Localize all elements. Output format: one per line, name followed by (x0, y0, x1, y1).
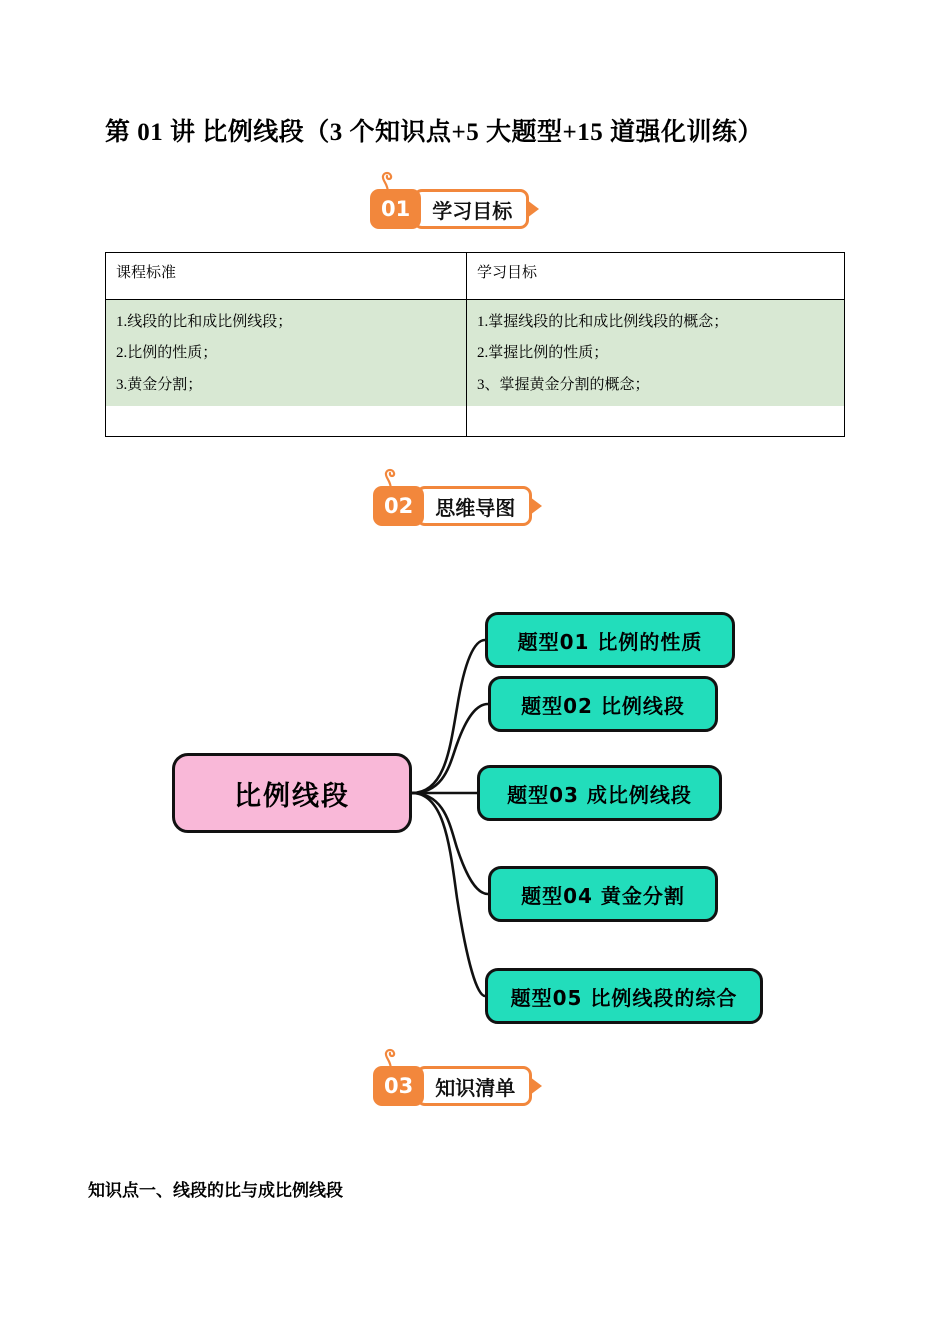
objectives-table (105, 252, 845, 437)
section-number-02: 02 (373, 486, 424, 526)
standards-list (106, 300, 466, 406)
knowledge-point-heading: 知识点一、线段的比与成比例线段 (88, 1181, 343, 1201)
section-banner-02 (373, 486, 532, 526)
page-title: 第 01 讲 比例线段（3 个知识点+5 大题型+15 道强化训练） (105, 119, 763, 146)
mindmap-node-5: 题型05 比例线段的综合 (485, 968, 763, 1024)
mindmap-root-node: 比例线段 (172, 753, 412, 833)
mindmap-node-1: 题型01 比例的性质 (485, 612, 735, 668)
mindmap (105, 548, 845, 1048)
table-header-cell-objective: 学习目标 (467, 253, 845, 300)
standard-item-1: 1.线段的比和成比例线段； (116, 314, 293, 330)
banner-arrow-icon (530, 1077, 542, 1095)
table-row (106, 300, 845, 437)
table-header-cell-standard: 课程标准 (106, 253, 467, 300)
mindmap-node-3: 题型03 成比例线段 (477, 765, 722, 821)
section-label-01: 学习目标 (413, 189, 529, 229)
mindmap-node-2: 题型02 比例线段 (488, 676, 718, 732)
mindmap-node-4: 题型04 黄金分割 (488, 866, 718, 922)
standard-item-2: 2.比例的性质； (116, 345, 218, 362)
banner-arrow-icon (530, 497, 542, 515)
table-cell-objectives (467, 300, 845, 437)
cell-spacer (467, 406, 844, 436)
section-banner-01 (370, 189, 529, 229)
section-label-03: 知识清单 (416, 1066, 532, 1106)
section-number-03: 03 (373, 1066, 424, 1106)
table-cell-standards (106, 300, 467, 437)
objective-item-3: 3、掌握黄金分割的概念； (477, 376, 650, 393)
objective-item-2: 2.掌握比例的性质； (477, 345, 609, 362)
standard-item-3: 3.黄金分割； (116, 376, 203, 393)
section-label-02: 思维导图 (416, 486, 532, 526)
cell-spacer (106, 406, 466, 436)
table-header-row (106, 253, 845, 300)
objectives-list (467, 300, 844, 406)
section-banner-03 (373, 1066, 532, 1106)
section-number-01: 01 (370, 189, 421, 229)
objective-item-1: 1.掌握线段的比和成比例线段的概念； (477, 314, 729, 330)
banner-arrow-icon (527, 200, 539, 218)
